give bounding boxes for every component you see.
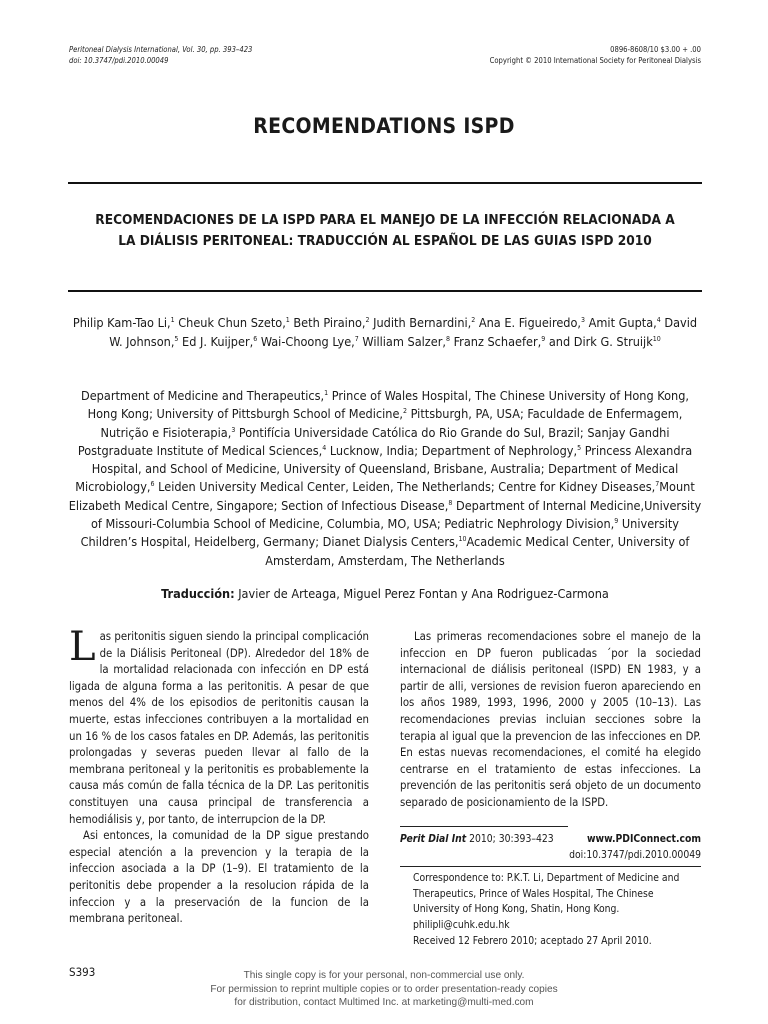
author-name: Amit Gupta, xyxy=(585,315,657,330)
journal-line: Peritoneal Dialysis International, Vol. 30, pp. 393–423 xyxy=(69,45,253,54)
author-name-sup: 10 xyxy=(652,334,661,343)
notice-line-1: This single copy is for your personal, non-commercial use only. xyxy=(243,970,525,981)
correspondence-email[interactable]: philipli@cuhk.edu.hk xyxy=(413,919,510,932)
author-name: David W. Johnson, xyxy=(109,315,698,349)
copyright-line: Copyright © 2010 International Society for Peritoneal Dialysis xyxy=(489,56,701,65)
paragraph-intro-text: as peritonitis siguen siendo la principal complicación de la Diálisis Peritoneal (DP). Alrededor del 18% de la mortalidad relacionada con infección en DP está ligada de alguna forma a las peritonitis. A pesar de que menos del 4% de los episodios de peritonitis causan la muerte, estas infecciones contribuyen a la mortalidad en un 16 % de los casos fatales en DP. Además, las peritonitis prolongadas y severas pueden llevar al fallo de la membrana peritoneal y la peritonitis es probablemente la causa más común de falla técnica de la DP. Las peritonitis constituyen una causa principal de transferencia a hemodiálisis y, por tanto, de interrupcion de la DP. xyxy=(69,630,369,826)
footnote-rule xyxy=(400,866,701,867)
author-name: and Dirk G. Struijk xyxy=(545,333,653,349)
affiliation-text: Pontifícia Universidade Católica do Rio Grande do Sul, Brazil; Sanjay Gandhi Postgraduate Institute of Medical Sciences, xyxy=(77,424,670,458)
translation-label: Traducción: xyxy=(161,586,235,601)
affiliation-text-sup: 6 xyxy=(150,480,155,489)
citation-rule xyxy=(400,826,568,827)
affiliation-text-sup: 2 xyxy=(403,407,408,416)
article-title xyxy=(70,210,700,252)
notice-line-3: for distribution, contact Multimed Inc. at marketing@multi-med.com xyxy=(234,997,534,1008)
translation-credit xyxy=(70,585,700,603)
author-name-sup: 2 xyxy=(471,315,476,324)
article-title-line-2: LA DIÁLISIS PERITONEAL: TRADUCCIÓN AL ESPAÑOL DE LAS GUIAS ISPD 2010 xyxy=(118,233,652,249)
affiliation-text: Academic Medical Center, University of Amsterdam, Amsterdam, The Netherlands xyxy=(265,534,690,568)
notice-line-2: For permission to reprint multiple copies or to order presentation-ready copies xyxy=(210,983,558,995)
author-name-sup: 3 xyxy=(581,315,586,324)
translator-names: Javier de Arteaga, Miguel Perez Fontan y Ana Rodriguez-Carmona xyxy=(234,586,609,601)
affiliation-text-sup: 3 xyxy=(231,425,236,434)
author-name: William Salzer, xyxy=(358,333,446,349)
affiliation-text: Pittsburgh, PA, USA; Faculdade de Enfermagem, Nutrição e Fisioterapia, xyxy=(100,406,683,440)
drop-cap: L xyxy=(69,624,96,670)
title-rule-top xyxy=(68,182,702,184)
received-date: Received 12 Febrero 2010; aceptado 27 April 2010. xyxy=(413,934,652,947)
citation-journal: Perit Dial Int xyxy=(400,833,467,845)
affiliation-text: Prince of Wales Hospital, The Chinese University of Hong Kong, Hong Kong; University of Pittsburgh School of Medicine, xyxy=(87,388,689,422)
author-name: Ana E. Figueiredo, xyxy=(475,315,582,330)
author-name-sup: 1 xyxy=(170,315,175,324)
author-name-sup: 4 xyxy=(656,315,661,324)
affiliation-text-sup: 9 xyxy=(614,516,619,525)
affiliation-text: Leiden University Medical Center, Leiden, The Netherlands; Centre for Kidney Diseases, xyxy=(154,479,656,495)
paragraph-intro xyxy=(69,624,369,828)
author-name: Beth Piraino, xyxy=(289,315,366,330)
affiliation-text-sup: 8 xyxy=(448,498,453,507)
author-list xyxy=(70,314,700,351)
page-number: S393 xyxy=(69,965,96,979)
paragraph-history: Las primeras recomendaciones sobre el manejo de la infeccion en DP fueron publicadas ´por la sociedad internacional de diálisis peritoneal (ISPD) EN 1983, y a partir de alli, versiones de revision fueron apareciendo en los años 1989, 1993, 1996, 2000 y 2005 (10–13). Las recomendaciones previas incluian secciones sobre la terapia al igual que la prevencion de las infecciones en DP. En estas nuevas recomendaciones, el comité ha elegido centrarse en el tratamiento de estas infecciones. La prevención de las peritonitis será objeto de un documento separado de posicionamiento de la ISPD. xyxy=(400,630,701,809)
correspondence-block xyxy=(400,871,703,950)
copy-notice xyxy=(0,969,768,1010)
citation-doi: doi:10.3747/pdi.2010.00049 xyxy=(569,848,701,861)
body-column-right xyxy=(400,629,701,812)
body-column-left xyxy=(69,624,369,928)
affiliation-text: University Children’s Hospital, Heidelberg, Germany; Dianet Dialysis Centers, xyxy=(80,516,680,550)
author-name-sup: 7 xyxy=(354,334,359,343)
paragraph-community: Asi entonces, la comunidad de la DP sigue prestando especial atención a la prevencion y la terapia de la infeccion asociada a la DP (1–9). El tratamiento de la peritonitis debe propender a la resolucion rápida de la infeccion y a la preservación de la funcion de la membrana peritoneal. xyxy=(69,829,369,926)
affiliation-text-sup: 7 xyxy=(655,480,660,489)
author-name: Cheuk Chun Szeto, xyxy=(174,315,286,330)
affiliation-text: Lucknow, India; Department of Nephrology, xyxy=(326,442,578,458)
author-name-sup: 9 xyxy=(541,334,546,343)
issn-line: 0896-8608/10 $3.00 + .00 xyxy=(610,45,701,54)
author-name-sup: 5 xyxy=(174,334,179,343)
title-rule-bottom xyxy=(68,290,702,292)
affiliation-text: Mount Elizabeth Medical Centre, Singapore; Section of Infectious Disease, xyxy=(68,479,695,513)
citation-url[interactable]: www.PDIConnect.com xyxy=(586,833,701,845)
affiliation-text-sup: 1 xyxy=(324,388,329,397)
correspondence-address: Correspondence to: P.K.T. Li, Department of Medicine and Therapeutics, Prince of Wales Hospital, The Chinese University of Hong Kong, Shatin, Hong Kong. xyxy=(413,872,680,916)
section-title: RECOMENDATIONS ISPD xyxy=(253,114,515,138)
author-name-sup: 6 xyxy=(253,334,258,343)
running-header-right xyxy=(490,44,701,66)
affiliation-text: Princess Alexandra Hospital, and School of Medicine, University of Queensland, Brisbane, Australia; Department of Medical Microbiology, xyxy=(75,442,693,495)
affiliation-text: Department of Internal Medicine,University of Missouri-Columbia School of Medicine, Columbia, MO, USA; Pediatric Nephrology Division, xyxy=(90,497,702,532)
affiliation-text-sup: 10 xyxy=(458,535,467,544)
affiliation-text-sup: 5 xyxy=(577,443,582,452)
citation-ref: 2010; 30:393–423 xyxy=(466,833,554,845)
author-name-sup: 1 xyxy=(285,315,290,324)
author-name: Judith Bernardini, xyxy=(369,315,472,330)
author-name: Philip Kam-Tao Li, xyxy=(72,315,171,330)
running-header-left xyxy=(69,44,252,66)
affiliations xyxy=(66,387,704,570)
author-name-sup: 8 xyxy=(445,334,450,343)
affiliation-text: Department of Medicine and Therapeutics, xyxy=(80,388,325,403)
author-name: Franz Schaefer, xyxy=(449,333,542,349)
doi-line: doi: 10.3747/pdi.2010.00049 xyxy=(69,56,169,65)
affiliation-text-sup: 4 xyxy=(322,443,327,452)
citation-block xyxy=(400,832,701,863)
author-name: Wai-Choong Lye, xyxy=(257,333,355,349)
author-name: Ed J. Kuijper, xyxy=(178,333,254,349)
author-name-sup: 2 xyxy=(365,315,370,324)
article-title-line-1: RECOMENDACIONES DE LA ISPD PARA EL MANEJO DE LA INFECCIÓN RELACIONADA A xyxy=(95,212,675,228)
